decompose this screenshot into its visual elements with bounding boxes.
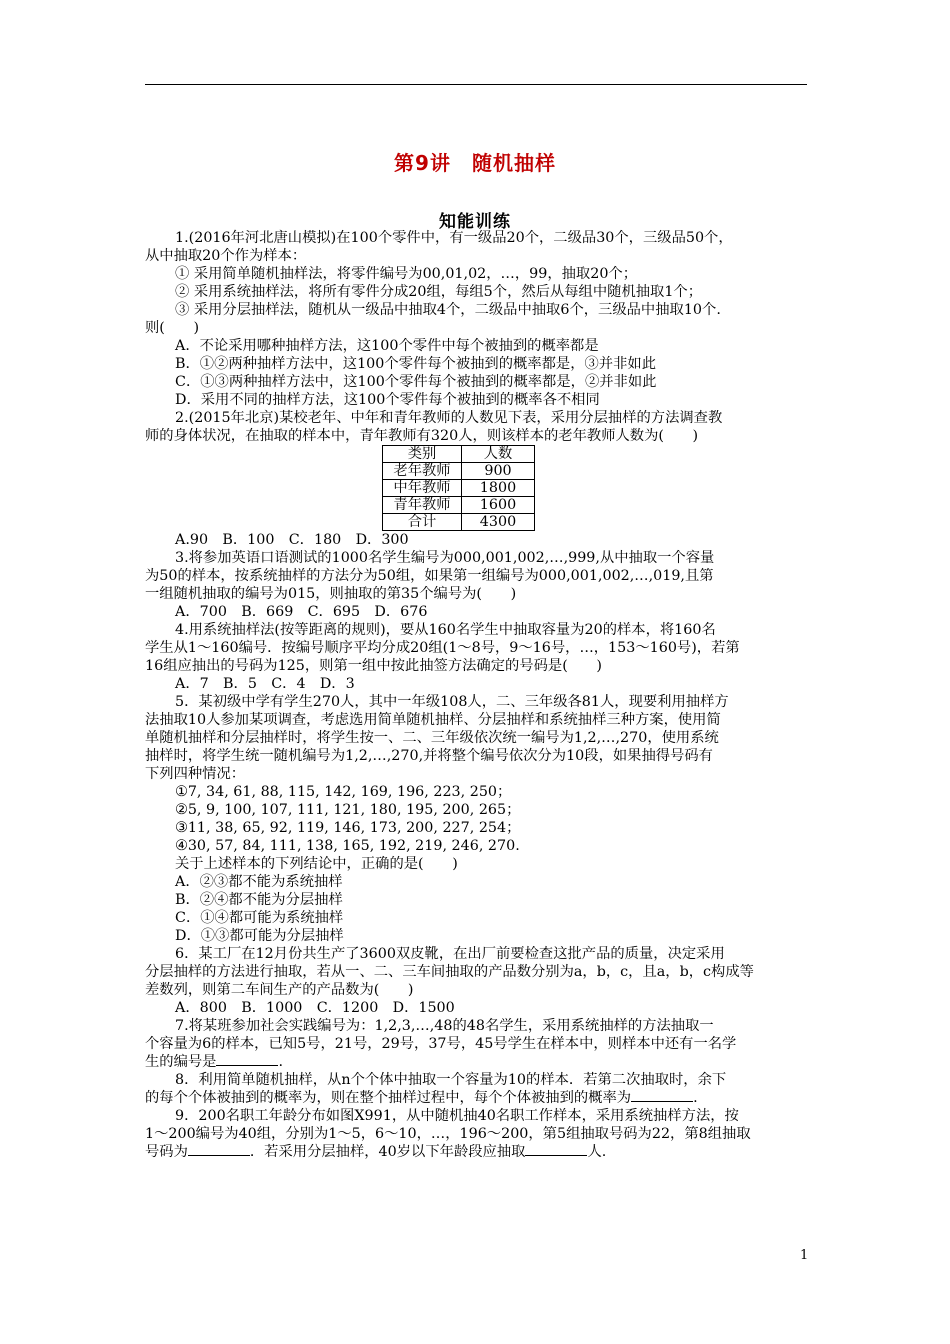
table-row (383, 463, 535, 480)
q1-option-c: C．①③两种抽样方法中，这100个零件每个被抽到的概率都是，②并非如此 (175, 374, 657, 390)
table-row (383, 514, 535, 531)
q9-line: 9．200名职工年龄分布如图X991，从中随机抽40名职工作样本，采用系统抽样方法，按 (175, 1108, 739, 1124)
q4-line: 4.用系统抽样法(按等距离的规则)，要从160名学生中抽取容量为20的样本，将160名 (175, 622, 716, 638)
page-number: 1 (800, 1248, 809, 1263)
q3-line: 为50的样本，按系统抽样的方法分为50组，如果第一组编号为000,001,002,…,019,且第 (145, 568, 714, 584)
table-cell: 中年教师 (383, 480, 462, 497)
q9-line (145, 1143, 815, 1161)
q5-line: 法抽取10人参加某项调查，考虑选用简单随机抽样、分层抽样和系统抽样三种方案，使用简 (145, 712, 721, 728)
q9-text: ．若采用分层抽样，40岁以下年龄段应抽取 (249, 1144, 526, 1160)
q5-line: 5．某初级中学有学生270人，其中一年级108人，二、三年级各81人，现要利用抽样方 (175, 694, 729, 710)
q7-line: 生的编号是 . (145, 1054, 284, 1070)
q1-option-b: B．①②两种抽样方法中，这100个零件每个被抽到的概率都是，③并非如此 (175, 356, 656, 372)
q7-text: 生的编号是 (145, 1054, 217, 1070)
q9-text: 人. (587, 1144, 607, 1160)
q6-line: 分层抽样的方法进行抽取，若从一、二、三车间抽取的产品数分别为a，b，c，且a，b，c构成等 (145, 964, 754, 980)
q7-line: 7.将某班参加社会实践编号为：1,2,3,…,48的48名学生，采用系统抽样的方法抽取一 (175, 1018, 714, 1034)
table-cell: 合计 (383, 514, 462, 531)
table-cell: 1600 (462, 497, 535, 514)
q3-options: A．700 B．669 C．695 D．676 (175, 604, 428, 620)
q1-line: 1.(2016年河北唐山模拟)在100个零件中，有一级品20个，二级品30个，三级品50个， (175, 230, 733, 246)
q5-case: ③11, 38, 65, 92, 119, 146, 173, 200, 227, 254； (175, 820, 521, 836)
q5-line: 单随机抽样和分层抽样时，将学生按一、二、三年级依次统一编号为1,2,…,270，使用系统 (145, 730, 719, 746)
q4-options: A．7 B．5 C．4 D．3 (175, 676, 355, 692)
table-cell: 900 (462, 463, 535, 480)
q5-question: 关于上述样本的下列结论中，正确的是( ) (175, 856, 458, 872)
q2-line: 师的身体状况，在抽取的样本中，青年教师有320人，则该样本的老年教师人数为( ) (145, 428, 699, 444)
q5-line: 抽样时，将学生统一随机编号为1,2,…,270,并将整个编号依次分为10段，如果抽得号码有 (145, 748, 713, 764)
q7-line: 个容量为6的样本，已知5号，21号，29号，37号，45号学生在样本中，则样本中还有一名学 (145, 1036, 737, 1052)
table-cell: 老年教师 (383, 463, 462, 480)
q1-option-d: D．采用不同的抽样方法，这100个零件每个被抽到的概率各不相同 (175, 392, 600, 408)
answer-blank (525, 1143, 587, 1156)
table-cell: 4300 (462, 514, 535, 531)
table-row (383, 480, 535, 497)
page-title: 第9讲 随机抽样 (394, 151, 556, 175)
q1-line: 从中抽取20个作为样本： (145, 248, 307, 264)
q4-line: 学生从1～160编号．按编号顺序平均分成20组(1～8号，9～16号，…，153～160号)，若第 (145, 640, 740, 656)
q3-line: 一组随机抽取的编号为015，则抽取的第35个编号为( ) (145, 586, 517, 602)
q6-options: A．800 B．1000 C．1200 D．1500 (175, 1000, 455, 1016)
header-rule (145, 84, 807, 85)
q5-option-d: D．①③都可能为分层抽样 (175, 928, 344, 944)
table-cell: 1800 (462, 480, 535, 497)
q5-option-a: A．②③都不能为系统抽样 (175, 874, 343, 890)
q5-case: ④30, 57, 84, 111, 138, 165, 192, 219, 246, 270. (175, 838, 520, 854)
q8-line: 8．利用简单随机抽样，从n个个体中抽取一个容量为10的样本．若第二次抽取时，余下 (175, 1072, 727, 1088)
answer-blank (216, 1053, 278, 1066)
table-row (383, 497, 535, 514)
q3-line: 3.将参加英语口语测试的1000名学生编号为000,001,002,…,999,从中抽取一个容量 (175, 550, 715, 566)
answer-blank (188, 1143, 250, 1156)
q1-statement: ② 采用系统抽样法，将所有零件分成20组，每组5个，然后从每组中随机抽取1个； (175, 284, 703, 300)
q1-statement: ③ 采用分层抽样法，随机从一级品中抽取4个，二级品中抽取6个，三级品中抽取10个. (175, 302, 721, 318)
table-cell: 青年教师 (383, 497, 462, 514)
q6-line: 6．某工厂在12月份共生产了3600双皮靴，在出厂前要检查这批产品的质量，决定采用 (175, 946, 725, 962)
q5-option-c: C．①④都可能为系统抽样 (175, 910, 344, 926)
table-header-cell: 类别 (383, 446, 462, 463)
teacher-table (382, 445, 535, 531)
q1-statement: ① 采用简单随机抽样法，将零件编号为00,01,02，…，99，抽取20个； (175, 266, 638, 282)
q1-line: 则( ) (145, 320, 200, 336)
q5-case: ②5, 9, 100, 107, 111, 121, 180, 195, 200, 265； (175, 802, 521, 818)
exercise-content (145, 229, 815, 1161)
answer-blank (631, 1089, 693, 1102)
q8-line: 的每个个体被抽到的概率为，则在整个抽样过程中，每个个体被抽到的概率为 . (145, 1090, 698, 1106)
section-label-text: 知能训练 (439, 212, 511, 232)
q8-text: 的每个个体被抽到的概率为，则在整个抽样过程中，每个个体被抽到的概率为 (145, 1090, 632, 1106)
table-header-cell: 人数 (462, 446, 535, 463)
q2-line: 2.(2015年北京)某校老年、中年和青年教师的人数见下表，采用分层抽样的方法调查教 (175, 410, 723, 426)
q5-option-b: B．②④都不能为分层抽样 (175, 892, 343, 908)
q5-case: ①7, 34, 61, 88, 115, 142, 169, 196, 223, 250； (175, 784, 512, 800)
q6-line: 差数列，则第二车间生产的产品数为( ) (145, 982, 414, 998)
q9-line: 1～200编号为40组，分别为1～5，6～10，…，196～200，第5组抽取号码为22，第8组抽取 (145, 1126, 751, 1142)
q2-options: A.90 B．100 C．180 D．300 (175, 532, 409, 548)
q1-option-a: A．不论采用哪种抽样方法，这100个零件中每个被抽到的概率都是 (175, 338, 599, 354)
q4-line: 16组应抽出的号码为125，则第一组中按此抽签方法确定的号码是( ) (145, 658, 602, 674)
q9-text: 号码为 (145, 1144, 188, 1160)
q5-line: 下列四种情况： (145, 766, 246, 782)
table-header-row (383, 446, 535, 463)
